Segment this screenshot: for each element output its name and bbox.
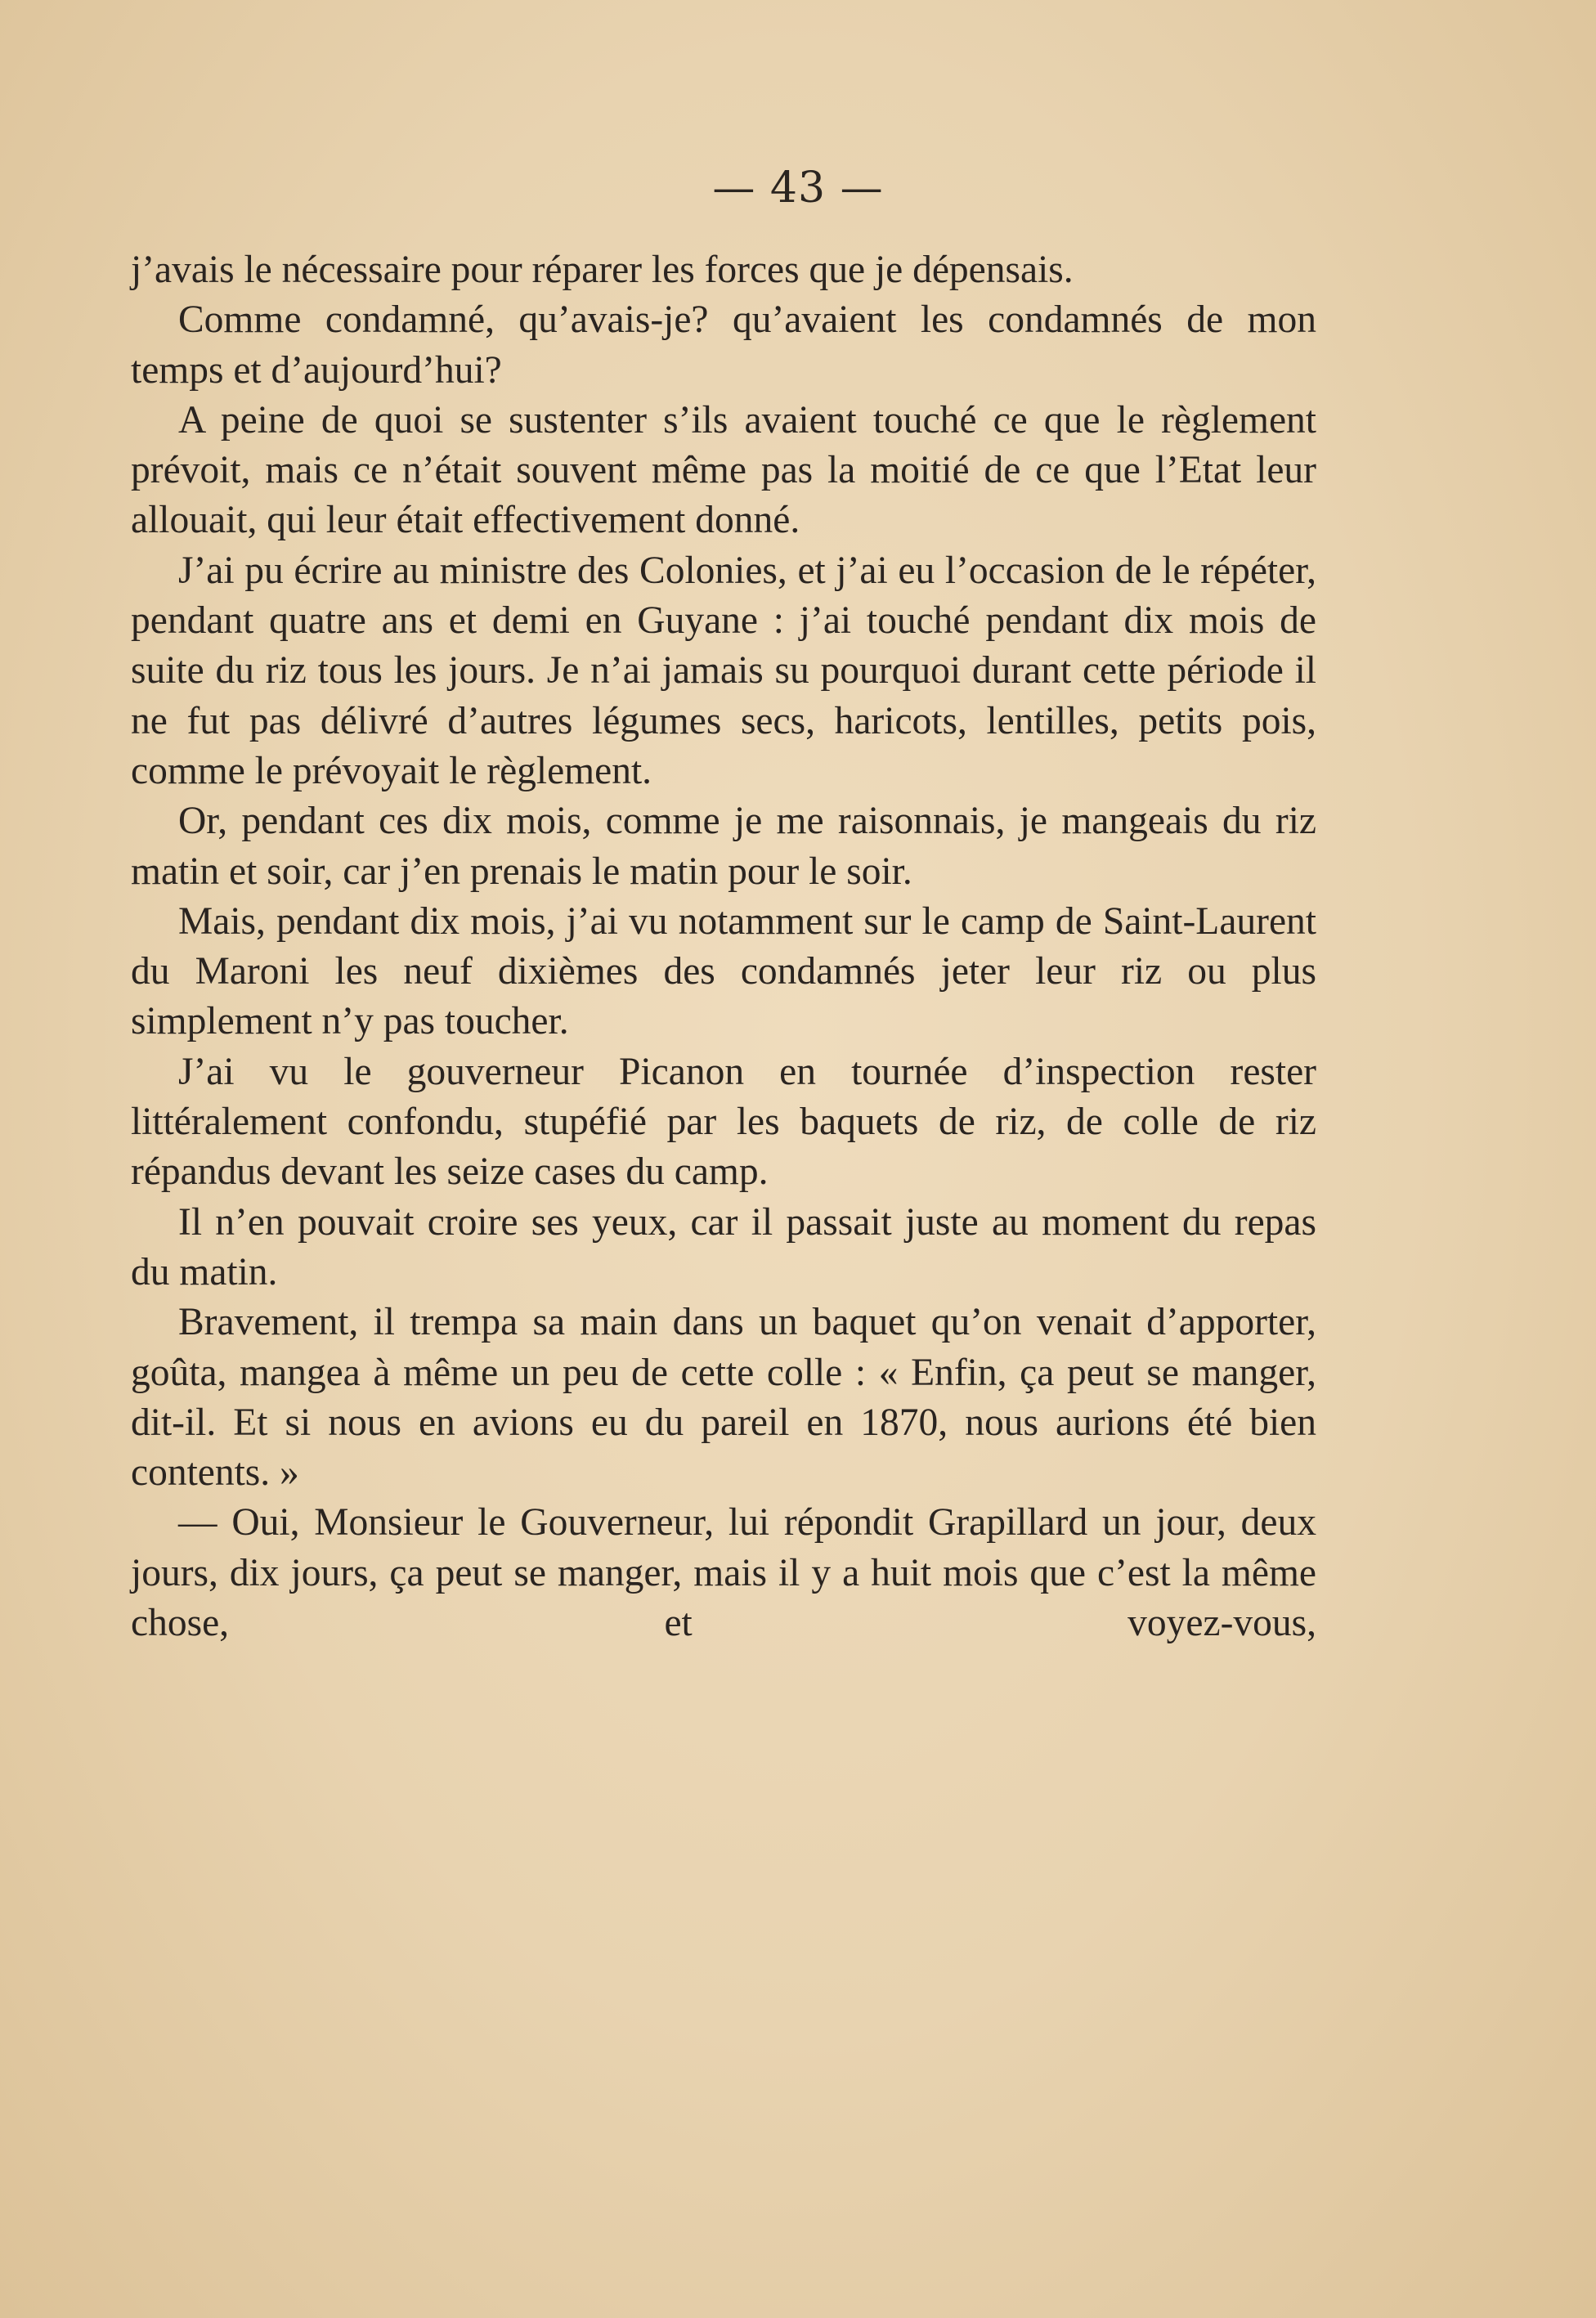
page-number: — 43 — (712, 164, 884, 213)
paragraph: — Oui, Monsieur le Gouverneur, lui répondit Grapillard un jour, deux jours, dix jours, ça peut se manger, mais il y a huit mois que c’est la même chose, et voyez-vous, (131, 1501, 1316, 1645)
paragraph: Or, pendant ces dix mois, comme je me raisonnais, je mangeais du riz matin et soir, car j’en prenais le matin pour le soir. (131, 800, 1316, 893)
body-text (131, 245, 1316, 1648)
paragraph: Comme condamné, qu’avais-je? qu’avaient les condamnés de mon temps et d’aujourd’hui? (131, 298, 1316, 392)
paragraph: Il n’en pouvait croire ses yeux, car il passait juste au moment du repas du matin. (131, 1200, 1316, 1294)
paragraph: J’ai vu le gouverneur Picanon en tournée d’inspection rester littéralement confondu, stupéfié par les baquets de riz, de colle de riz répandus devant les seize cases du camp. (131, 1050, 1316, 1194)
paragraph: j’avais le nécessaire pour réparer les forces que je dépensais. (131, 249, 1074, 291)
paragraph: Mais, pendant dix mois, j’ai vu notamment sur le camp de Saint-Laurent du Maroni les neuf dixièmes des condamnés jeter leur riz ou plus simplement n’y pas toucher. (131, 899, 1316, 1043)
paragraph: J’ai pu écrire au ministre des Colonies, et j’ai eu l’occasion de le répéter, pendant quatre ans et demi en Guyane : j’ai touché pendant dix mois de suite du riz tous les jours. Je n’ai jamais su pourquoi durant cette période il ne fut pas délivré d’autres légumes secs, haricots, lentilles, petits pois, comme le prévoyait le règlement. (131, 549, 1316, 792)
paragraph: Bravement, il trempa sa main dans un baquet qu’on venait d’apporter, goûta, mangea à même un peu de cette colle : « Enfin, ça peut se manger, dit-il. Et si nous en avions eu du pareil en 1870, nous aurions été bien contents. » (131, 1301, 1316, 1495)
paragraph: A peine de quoi se sustenter s’ils avaient touché ce que le règlement prévoit, mais ce n’était souvent même pas la moitié de ce que l’Etat leur allouait, qui leur était effectivement donné. (131, 398, 1316, 542)
